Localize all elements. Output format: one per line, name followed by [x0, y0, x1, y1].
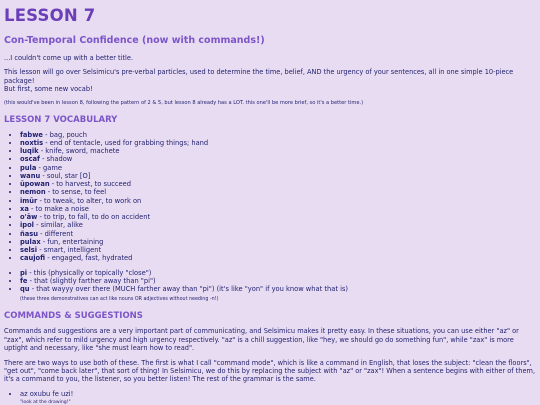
term-word: luqik — [20, 147, 39, 156]
list-item — [20, 164, 536, 172]
term-word: fe — [20, 276, 28, 285]
term-definition: - to harvest, to succeed — [49, 180, 132, 189]
vocab-heading: LESSON 7 VOCABULARY — [4, 114, 118, 125]
list-item — [20, 205, 536, 213]
term-word: fabwe — [20, 130, 43, 139]
intro-text-3: But first, some new vocab! — [4, 85, 93, 94]
list-item — [20, 230, 536, 238]
intro-paragraph-1: ...I couldn't come up with a better title. — [4, 54, 134, 62]
list-item — [20, 238, 536, 246]
example-gloss: "look at the drawing!" — [20, 400, 71, 405]
demonstratives-note: (these three demonstratives can act like nouns OR adjectives without needing -n!) — [20, 297, 219, 303]
term-definition: - this (physically or topically "close") — [27, 268, 152, 277]
vocab-list — [4, 131, 536, 263]
list-item — [20, 131, 536, 139]
example-sentence: • az oxubu fe uzi! — [20, 390, 536, 398]
list-item — [20, 139, 536, 147]
list-item — [20, 221, 536, 229]
list-item — [20, 197, 536, 205]
term-definition: - knife, sword, machete — [38, 147, 120, 156]
list-item — [20, 285, 536, 293]
term-definition: - smart, intelligent — [37, 246, 102, 255]
list-item — [20, 246, 536, 254]
term-word: nemon — [20, 188, 46, 197]
term-word: selsi — [20, 246, 38, 255]
term-word: caujofi — [20, 254, 46, 263]
term-word: pulax — [20, 237, 41, 246]
term-definition: - to trip, to fall, to do on accident — [37, 213, 151, 222]
list-item — [20, 213, 536, 221]
term-word: oscaf — [20, 155, 40, 164]
intro-paragraph-2 — [4, 68, 536, 93]
term-definition: - end of tentacle, used for grabbing things; hand — [43, 138, 209, 147]
term-definition: - that wayyy over there (MUCH farther away than "pi") (it's like "yon" if you know what that is) — [29, 285, 349, 294]
commands-paragraph-2: There are two ways to use both of these. The first is what I call "command mode", which is like a command in English, that loses the subject: "clean the floors", "get out", "come back later", that sort of thing! In Selsimicu, we do this by replacing the subject with "az" or "zax"! When a sentence begins with either of them, it's a command to you, the listener, so you better listen! The rest of the grammar is the same. — [4, 358, 536, 384]
list-item — [20, 155, 536, 163]
list-item — [20, 180, 536, 188]
commands-heading: COMMANDS & SUGGESTIONS — [4, 311, 143, 322]
term-definition: - to make a noise — [28, 204, 89, 213]
intro-note: (this would've been in lesson 8, following the pattern of 2 & 5, but lesson 8 already has a LOT. this one'll be more brief, so it's a better time.) — [4, 99, 364, 106]
term-word: ipol — [20, 221, 34, 230]
term-definition: - soul, star [O] — [40, 171, 91, 180]
list-item — [20, 269, 536, 277]
term-definition: - bag, pouch — [42, 130, 87, 139]
example-list — [4, 390, 536, 398]
term-word: imūr — [20, 196, 38, 205]
term-definition: - engaged, fast, hydrated — [45, 254, 133, 263]
intro-text-2: This lesson will go over Selsimicu's pre-verbal particles, used to determine the time, belief, AND the urgency of your sentences, all in one simple 10-piece package! — [4, 68, 514, 85]
term-definition: - that (slightly farther away than "pi") — [27, 276, 156, 285]
term-definition: - different — [38, 229, 74, 238]
term-definition: - to tweak, to alter, to work on — [37, 196, 142, 205]
term-word: ñasu — [20, 229, 39, 238]
term-definition: - similar, alike — [33, 221, 83, 230]
list-item — [20, 277, 536, 285]
term-word: pi — [20, 268, 28, 277]
list-item — [20, 188, 536, 196]
term-word: xa — [20, 204, 29, 213]
page-subtitle: Con-Temporal Confidence (now with commands!) — [4, 35, 265, 46]
term-word: pula — [20, 163, 37, 172]
term-definition: - shadow — [39, 155, 73, 164]
demonstratives-list — [4, 269, 536, 294]
term-definition: - fun, entertaining — [40, 237, 104, 246]
page-title: LESSON 7 — [4, 6, 96, 25]
list-item — [20, 147, 536, 155]
term-definition: - game — [36, 163, 62, 172]
term-word: qu — [20, 285, 30, 294]
term-word: noxtis — [20, 138, 44, 147]
list-item — [20, 254, 536, 262]
term-word: ūpowan — [20, 180, 50, 189]
list-item — [20, 172, 536, 180]
term-definition: - to sense, to feel — [45, 188, 107, 197]
term-word: o'āw — [20, 213, 38, 222]
commands-paragraph-1: Commands and suggestions are a very important part of communicating, and Selsimicu makes it pretty easy. In these situations, you can use either "az" or "zax", which refer to mild urgency and high urgency respectively. "az" is a chill suggestion, like "hey, we should go do something fun", while "zax" is more uptight and necessary, like "she must learn how to read". — [4, 327, 519, 353]
term-word: wanu — [20, 171, 41, 180]
